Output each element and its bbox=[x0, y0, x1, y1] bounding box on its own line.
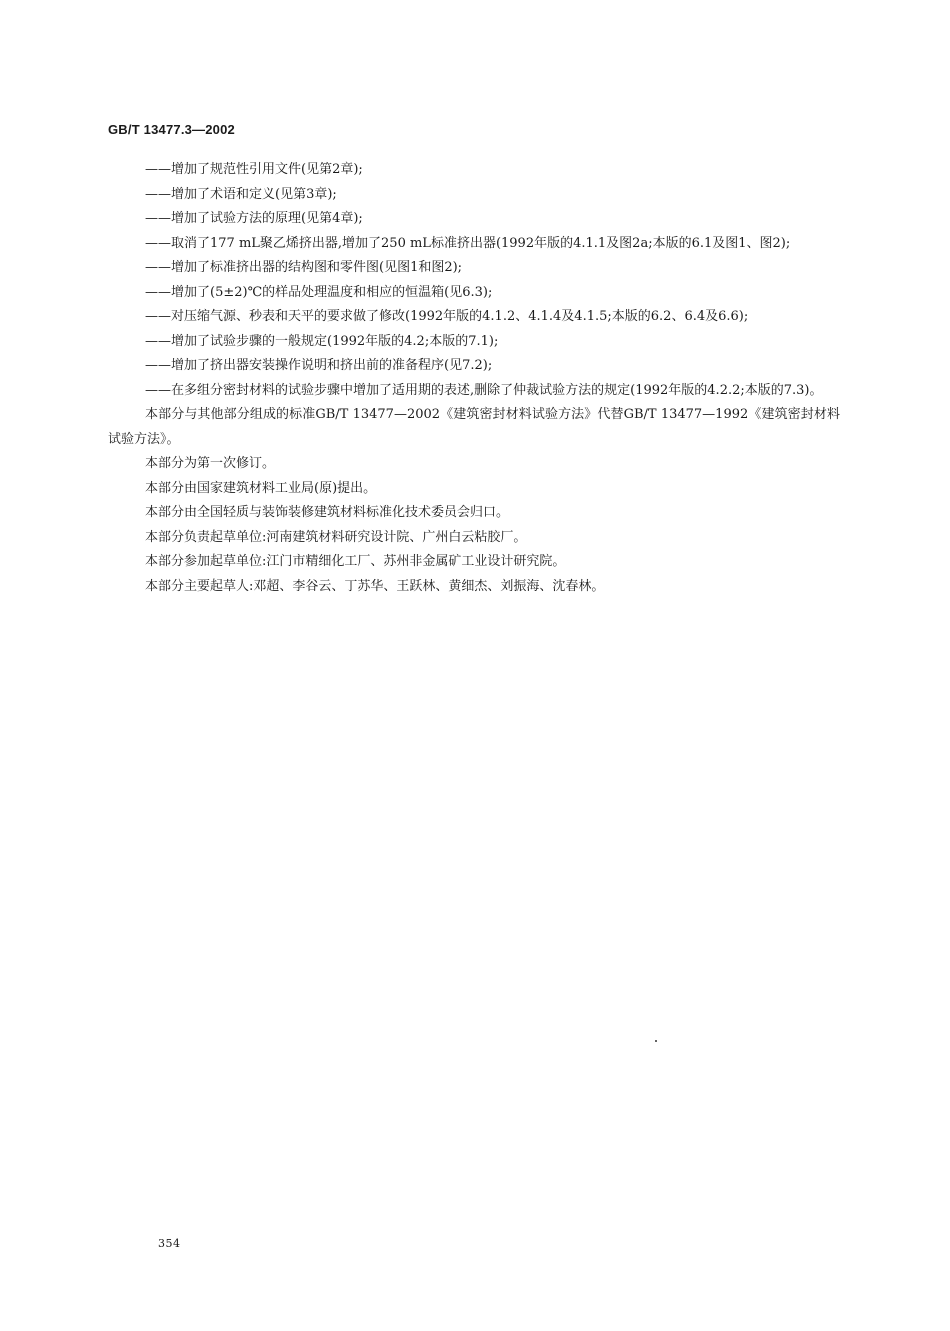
revision-statement: 本部分为第一次修订。 bbox=[145, 456, 276, 471]
foreword-content bbox=[108, 158, 840, 599]
scan-speck bbox=[655, 1040, 657, 1042]
change-item-1: ——增加了规范性引用文件(见第2章); bbox=[145, 162, 363, 177]
committee-statement: 本部分由全国轻质与装饰装修建筑材料标准化技术委员会归口。 bbox=[145, 505, 510, 520]
change-item-6: ——增加了(5±2)℃的样品处理温度和相应的恒温箱(见6.3); bbox=[145, 284, 493, 300]
replacement-statement: 本部分与其他部分组成的标准GB/T 13477—2002《建筑密封材料试验方法》代替GB/T 13477—1992《建筑密封材料试验方法》。 bbox=[108, 407, 840, 447]
change-item-7: ——对压缩气源、秒表和天平的要求做了修改(1992年版的4.1.2、4.1.4及4.1.5;本版的6.2、6.4及6.6); bbox=[145, 309, 749, 324]
drafting-unit-statement: 本部分负责起草单位:河南建筑材料研究设计院、广州白云粘胶厂。 bbox=[145, 529, 527, 545]
change-item-3: ——增加了试验方法的原理(见第4章); bbox=[145, 211, 363, 226]
participating-unit-statement: 本部分参加起草单位:江门市精细化工厂、苏州非金属矿工业设计研究院。 bbox=[145, 554, 566, 569]
change-item-5: ——增加了标准挤出器的结构图和零件图(见图1和图2); bbox=[145, 260, 463, 275]
change-item-8: ——增加了试验步骤的一般规定(1992年版的4.2;本版的7.1); bbox=[145, 333, 499, 349]
change-item-2: ——增加了术语和定义(见第3章); bbox=[145, 186, 337, 202]
change-item-4: ——取消了177 mL聚乙烯挤出器,增加了250 mL标准挤出器(1992年版的4.1.1及图2a;本版的6.1及图1、图2); bbox=[145, 235, 791, 251]
drafters-statement: 本部分主要起草人:邓超、李谷云、丁苏华、王跃林、黄细杰、刘振海、沈春林。 bbox=[145, 578, 605, 594]
change-item-9: ——增加了挤出器安装操作说明和挤出前的准备程序(见7.2); bbox=[145, 358, 493, 373]
standard-number-header: GB/T 13477.3—2002 bbox=[108, 122, 235, 137]
change-item-10: ——在多组分密封材料的试验步骤中增加了适用期的表述,删除了仲裁试验方法的规定(1992年版的4.2.2;本版的7.3)。 bbox=[145, 382, 823, 398]
proposer-statement: 本部分由国家建筑材料工业局(原)提出。 bbox=[145, 480, 377, 496]
page-number: 354 bbox=[158, 1237, 181, 1250]
